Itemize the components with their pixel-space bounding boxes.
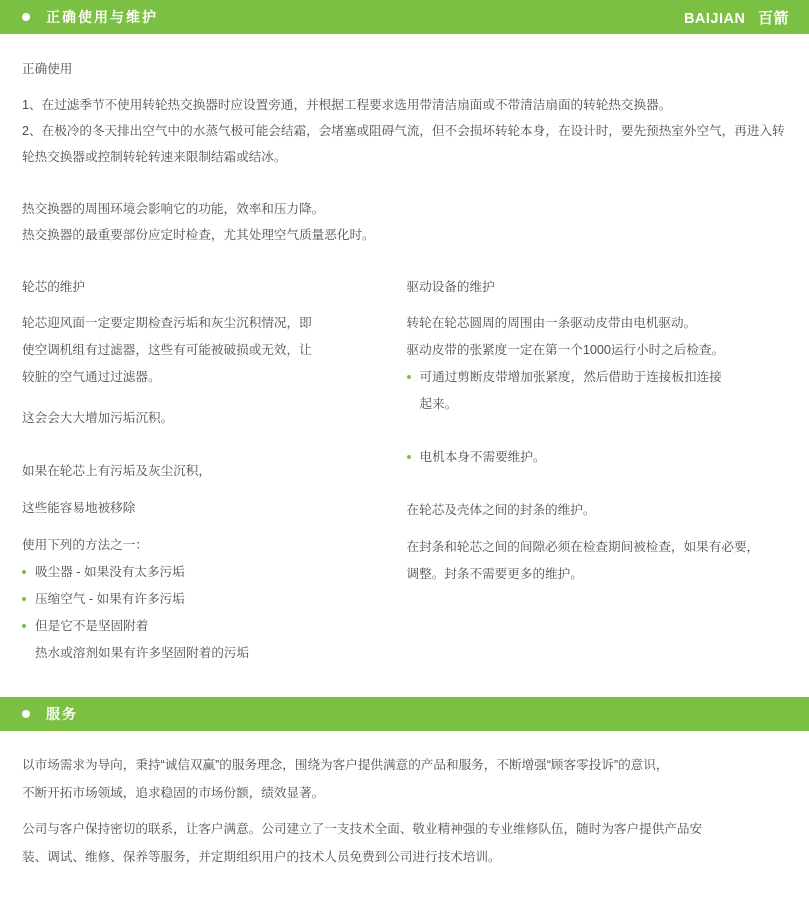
usage-note-2: 热交换器的最重要部份应定时检查，尤其处理空气质量恶化时。 — [22, 228, 375, 242]
core-para-2: 这会会大大增加污垢沉积。 — [22, 411, 174, 425]
usage-notes — [22, 196, 787, 248]
list-item: 可通过剪断皮带增加张紧度，然后借助于连接板扣连接 — [407, 364, 788, 391]
core-para-line-1: 轮芯迎风面一定要定期检查污垢和灰尘沉积情况，即 — [22, 316, 312, 330]
seal-para-2-line-2: 调整。封条不需要更多的维护。 — [406, 567, 583, 581]
section-title: 服务 — [46, 706, 78, 722]
service-para-1-line-2: 不断开拓市场领域，追求稳固的市场份额，绩效显著。 — [22, 786, 325, 800]
seal-para-2-line-1: 在封条和轮芯之间的间隙必须在检查期间被检查，如果有必要， — [406, 540, 760, 554]
column-core-maintenance — [22, 274, 405, 667]
usage-intro-block — [0, 34, 809, 248]
core-para-5: 使用下列的方法之一： — [22, 538, 148, 552]
brand-name-en: BAIJIAN — [683, 10, 746, 27]
usage-item-1: 1、在过滤季节不使用转轮热交换器时应设置旁通，并根据工程要求选用带清洁扇面或不带清洁扇面的转轮热交换器。 — [22, 98, 672, 112]
drive-bullet-list-2 — [407, 444, 788, 471]
core-para-line-3: 较脏的空气通过过滤器。 — [22, 370, 161, 384]
list-item-continuation: 起来。 — [419, 397, 458, 411]
drive-para-2: 驱动皮带的张紧度一定在第一个1000运行小时之后检查。 — [406, 343, 725, 357]
service-para-2-line-1: 公司与客户保持密切的联系，让客户满意。公司建立了一支技术全面、敬业精神强的专业维修队伍，随时为客户提供产品安 — [22, 822, 703, 836]
usage-heading: 正确使用 — [22, 62, 73, 76]
brand-logo — [684, 7, 789, 28]
list-item: 吸尘器 - 如果没有太多污垢 — [22, 559, 387, 586]
drive-bullet-list-1 — [407, 364, 788, 418]
service-text-block — [0, 731, 809, 871]
usage-note-1: 热交换器的周围环境会影响它的功能，效率和压力降。 — [22, 202, 325, 216]
core-para-4: 这些能容易地被移除 — [22, 501, 136, 515]
column-drive-maintenance — [405, 274, 788, 667]
service-para-1-line-1: 以市场需求为导向，秉持“诚信双赢”的服务理念，围绕为客户提供满意的产品和服务，不断增强“顾客零投诉”的意识， — [22, 758, 669, 772]
core-method-list — [22, 559, 387, 667]
seal-para-1: 在轮芯及壳体之间的封条的维护。 — [406, 503, 596, 517]
section-title: 正确使用与维护 — [46, 9, 158, 25]
usage-item-2: 2、在极冷的冬天排出空气中的水蒸气极可能会结霜，会堵塞或阻碍气流，但不会损坏转轮本身，在设计时，要先预热室外空气，再进入转轮热交换器或控制转轮转速来限制结霜或结冰。 — [22, 124, 785, 164]
section-header-service — [0, 697, 809, 731]
list-item: 压缩空气 - 如果有许多污垢 — [22, 586, 387, 613]
core-maintenance-title: 轮芯的维护 — [22, 280, 85, 294]
maintenance-columns — [0, 274, 809, 667]
service-section — [0, 697, 809, 871]
usage-heading-wrap — [22, 56, 787, 82]
drive-maintenance-title: 驱动设备的维护 — [406, 280, 495, 294]
list-item: 电机本身不需要维护。 — [407, 444, 788, 471]
drive-para-1: 转轮在轮芯圆周的周围由一条驱动皮带由电机驱动。 — [406, 316, 697, 330]
dot-icon — [22, 710, 30, 718]
usage-items — [22, 92, 787, 170]
core-para-3: 如果在轮芯上有污垢及灰尘沉积， — [22, 464, 211, 478]
core-para-line-2: 使空调机组有过滤器，这些有可能被破损或无效，让 — [22, 343, 312, 357]
service-para-2-line-2: 装、调试、维修、保养等服务，并定期组织用户的技术人员免费到公司进行技术培训。 — [22, 850, 501, 864]
section-header-usage-maintenance — [0, 0, 809, 34]
list-item-continuation-2: 热水或溶剂如果有许多坚固附着的污垢 — [35, 646, 250, 660]
dot-icon — [22, 13, 30, 21]
brand-name-cn: 百箭 — [757, 9, 789, 27]
list-item-continuation-1: 但是它不是坚固附着 — [35, 619, 149, 633]
